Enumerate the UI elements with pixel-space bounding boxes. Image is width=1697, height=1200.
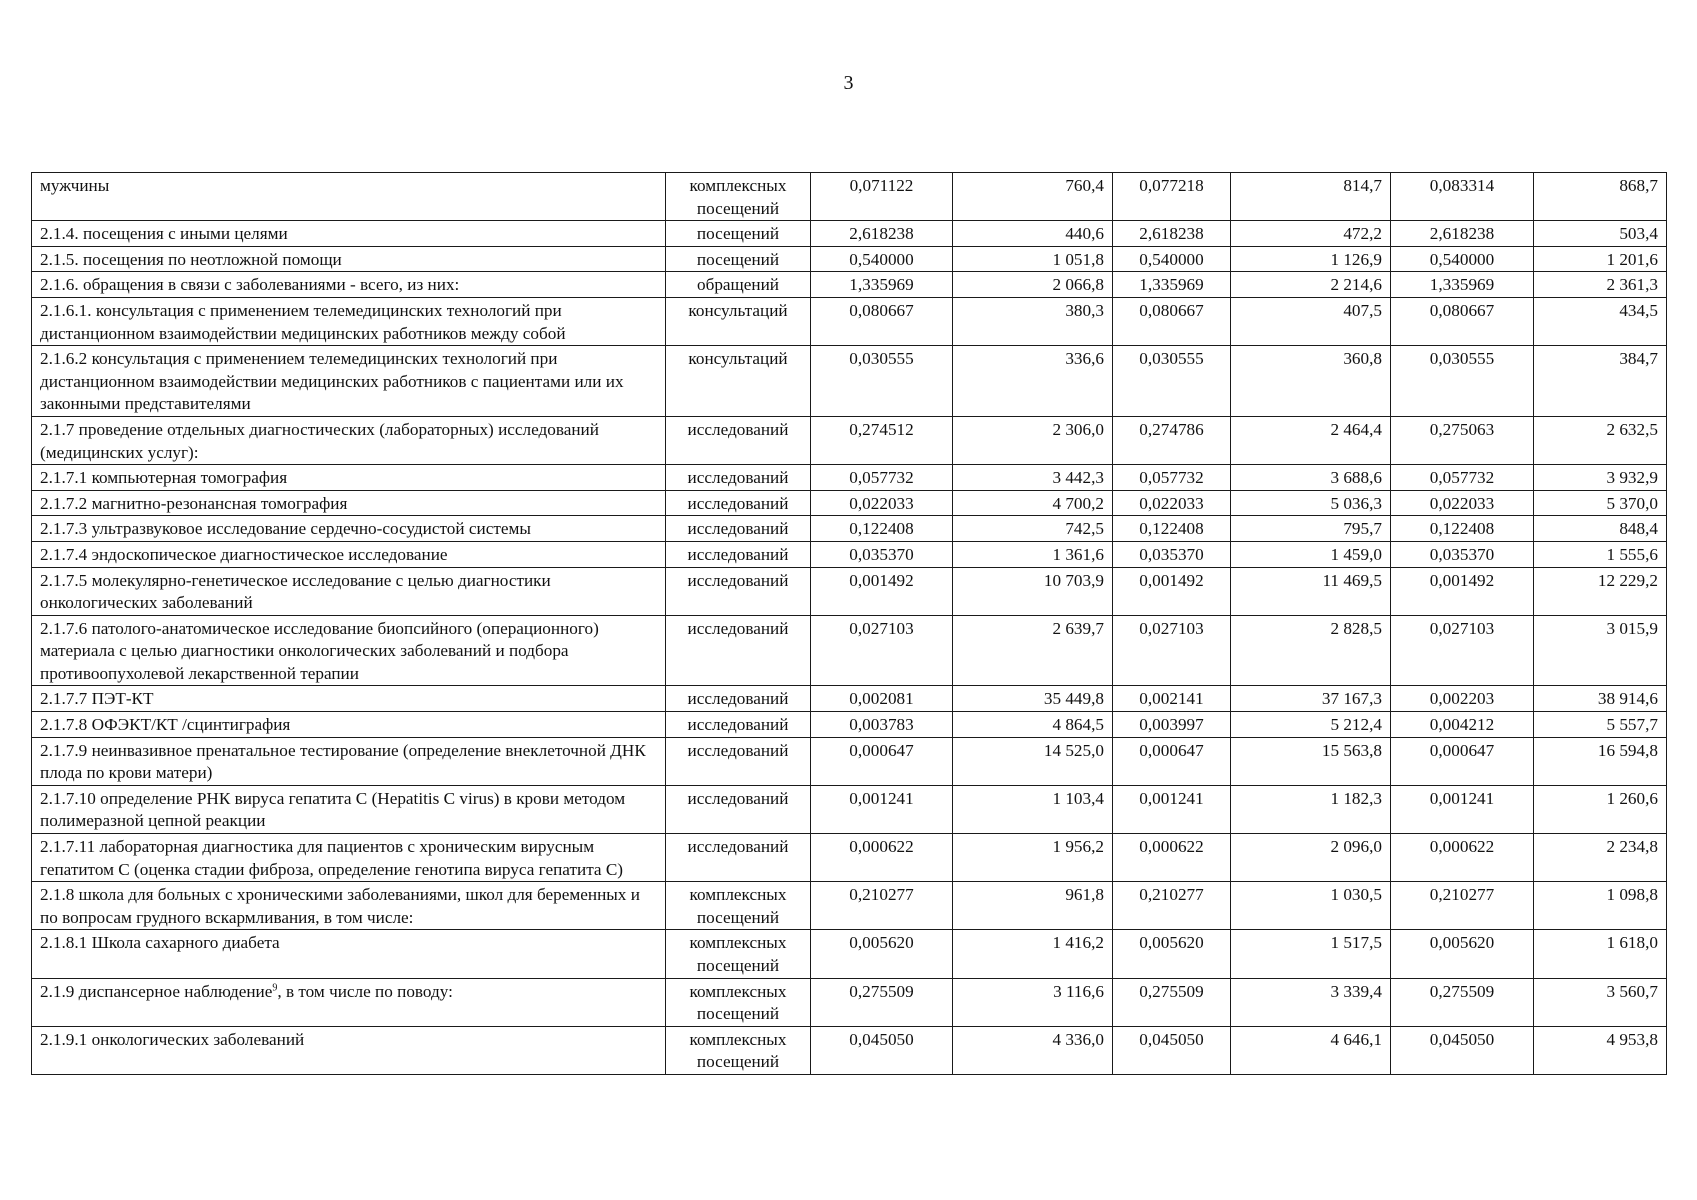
- volume-norm-year2: 0,005620: [1113, 930, 1231, 978]
- volume-norm-year1: 0,001241: [811, 785, 953, 833]
- volume-norm-year3: 0,210277: [1391, 882, 1534, 930]
- cost-norm-year3: 4 953,8: [1534, 1026, 1667, 1074]
- cost-norm-year3: 3 932,9: [1534, 465, 1667, 491]
- cost-norm-year1: 1 103,4: [953, 785, 1113, 833]
- indicator-name: 2.1.4. посещения с иными целями: [40, 224, 288, 244]
- indicator-name-cell: [32, 737, 666, 785]
- volume-norm-year3: 0,122408: [1391, 516, 1534, 542]
- table-body: [32, 173, 1667, 1075]
- indicator-name-cell: [32, 686, 666, 712]
- cost-norm-year1: 1 361,6: [953, 541, 1113, 567]
- unit-cell: обращений: [666, 272, 811, 298]
- cost-norm-year1: 742,5: [953, 516, 1113, 542]
- indicator-name: 2.1.7.5 молекулярно-генетическое исследование с целью диагностики онкологических заболеваний: [40, 570, 551, 613]
- indicator-name-cell: [32, 173, 666, 221]
- unit-cell: исследований: [666, 737, 811, 785]
- table-row: [32, 541, 1667, 567]
- unit-cell: исследований: [666, 834, 811, 882]
- cost-norm-year3: 1 618,0: [1534, 930, 1667, 978]
- volume-norm-year3: 0,540000: [1391, 246, 1534, 272]
- volume-norm-year2: 0,122408: [1113, 516, 1231, 542]
- volume-norm-year2: 0,274786: [1113, 416, 1231, 464]
- cost-norm-year1: 336,6: [953, 346, 1113, 417]
- indicator-name: 2.1.7.11 лабораторная диагностика для пациентов с хроническим вирусным гепатитом С (оценка стадии фиброза, определение генотипа вируса гепатита С): [40, 837, 624, 879]
- volume-norm-year3: 0,035370: [1391, 541, 1534, 567]
- cost-norm-year3: 1 098,8: [1534, 882, 1667, 930]
- cost-norm-year2: 795,7: [1231, 516, 1391, 542]
- unit-cell: исследований: [666, 615, 811, 686]
- volume-norm-year1: 0,000647: [811, 737, 953, 785]
- indicator-name-cell: [32, 490, 666, 516]
- unit-cell: посещений: [666, 246, 811, 272]
- cost-norm-year1: 2 306,0: [953, 416, 1113, 464]
- unit-cell: исследований: [666, 567, 811, 615]
- indicator-name-cell: [32, 465, 666, 491]
- volume-norm-year2: 2,618238: [1113, 221, 1231, 247]
- cost-norm-year2: 1 126,9: [1231, 246, 1391, 272]
- unit-cell: исследований: [666, 416, 811, 464]
- volume-norm-year1: 0,002081: [811, 686, 953, 712]
- cost-norm-year2: 5 212,4: [1231, 712, 1391, 738]
- cost-norm-year2: 5 036,3: [1231, 490, 1391, 516]
- cost-norm-year3: 848,4: [1534, 516, 1667, 542]
- table-row: [32, 567, 1667, 615]
- cost-norm-year2: 1 182,3: [1231, 785, 1391, 833]
- volume-norm-year1: 0,035370: [811, 541, 953, 567]
- indicator-name-cell: [32, 978, 666, 1026]
- volume-norm-year2: 0,001492: [1113, 567, 1231, 615]
- cost-norm-year1: 4 864,5: [953, 712, 1113, 738]
- indicator-name-cell: [32, 882, 666, 930]
- table-row: [32, 882, 1667, 930]
- volume-norm-year1: 0,022033: [811, 490, 953, 516]
- volume-norm-year3: 0,275063: [1391, 416, 1534, 464]
- volume-norm-year1: 0,080667: [811, 297, 953, 345]
- indicator-name-cell: [32, 615, 666, 686]
- volume-norm-year2: 0,035370: [1113, 541, 1231, 567]
- volume-norm-year3: 0,002203: [1391, 686, 1534, 712]
- volume-norm-year2: 0,022033: [1113, 490, 1231, 516]
- indicator-name: 2.1.7.1 компьютерная томография: [40, 468, 288, 488]
- cost-norm-year3: 434,5: [1534, 297, 1667, 345]
- indicator-name-cell: [32, 834, 666, 882]
- volume-norm-year2: 0,045050: [1113, 1026, 1231, 1074]
- indicator-name: 2.1.8 школа для больных с хроническими заболеваниями, школ для беременных и по вопросам грудного вскармливания, в том числе:: [40, 885, 640, 927]
- indicator-name-tail: , в том числе по поводу:: [277, 981, 453, 1001]
- volume-norm-year1: 0,071122: [811, 173, 953, 221]
- indicator-name-cell: [32, 221, 666, 247]
- volume-norm-year1: 0,045050: [811, 1026, 953, 1074]
- unit-cell: комплексных посещений: [666, 173, 811, 221]
- indicator-name: 2.1.6.1. консультация с применением телемедицинских технологий при дистанционном взаимодействии медицинских работников между собой: [40, 300, 566, 343]
- indicator-name-cell: [32, 1026, 666, 1074]
- unit-cell: исследований: [666, 785, 811, 833]
- volume-norm-year1: 0,057732: [811, 465, 953, 491]
- volume-norm-year3: 0,004212: [1391, 712, 1534, 738]
- volume-norm-year3: 0,030555: [1391, 346, 1534, 417]
- unit-cell: комплексных посещений: [666, 978, 811, 1026]
- cost-norm-year2: 1 517,5: [1231, 930, 1391, 978]
- cost-norm-year3: 1 201,6: [1534, 246, 1667, 272]
- table-row: [32, 930, 1667, 978]
- cost-norm-year3: 12 229,2: [1534, 567, 1667, 615]
- volume-norm-year3: 0,057732: [1391, 465, 1534, 491]
- cost-norm-year1: 10 703,9: [953, 567, 1113, 615]
- table-row: [32, 246, 1667, 272]
- table-row: [32, 615, 1667, 686]
- table-row: [32, 978, 1667, 1026]
- unit-cell: консультаций: [666, 346, 811, 417]
- table-row: [32, 297, 1667, 345]
- indicator-name-cell: [32, 712, 666, 738]
- volume-norm-year3: 1,335969: [1391, 272, 1534, 298]
- cost-norm-year2: 472,2: [1231, 221, 1391, 247]
- table-row: [32, 272, 1667, 298]
- cost-norm-year3: 1 555,6: [1534, 541, 1667, 567]
- indicator-name: 2.1.6.2 консультация с применением телемедицинских технологий при дистанционном взаимодействии медицинских работников с пациентами или их законными представителями: [40, 349, 624, 414]
- volume-norm-year2: 0,001241: [1113, 785, 1231, 833]
- volume-norm-year2: 1,335969: [1113, 272, 1231, 298]
- indicator-name: 2.1.8.1 Школа сахарного диабета: [40, 933, 280, 953]
- volume-norm-year3: 0,022033: [1391, 490, 1534, 516]
- cost-norm-year2: 3 339,4: [1231, 978, 1391, 1026]
- footnote-marker: 9: [272, 981, 278, 993]
- cost-norm-year1: 440,6: [953, 221, 1113, 247]
- unit-cell: исследований: [666, 686, 811, 712]
- volume-norm-year2: 0,003997: [1113, 712, 1231, 738]
- cost-norm-year1: 2 639,7: [953, 615, 1113, 686]
- volume-norm-year1: 0,001492: [811, 567, 953, 615]
- cost-norm-year1: 35 449,8: [953, 686, 1113, 712]
- volume-norm-year3: 2,618238: [1391, 221, 1534, 247]
- table-row: [32, 465, 1667, 491]
- indicator-name: 2.1.7.6 патолого-анатомическое исследование биопсийного (операционного) материала с целью диагностики онкологических заболеваний и подбора противоопухолевой лекарственной терапии: [40, 618, 599, 683]
- cost-norm-year1: 4 700,2: [953, 490, 1113, 516]
- cost-norm-year3: 3 560,7: [1534, 978, 1667, 1026]
- indicator-name: 2.1.7.7 ПЭТ-КТ: [40, 689, 154, 709]
- indicator-name: 2.1.7.10 определение РНК вируса гепатита С (Hepatitis C virus) в крови методом полимеразной цепной реакции: [40, 788, 626, 831]
- indicator-name: 2.1.9 диспансерное наблюдение: [40, 981, 273, 1001]
- volume-norm-year1: 0,122408: [811, 516, 953, 542]
- unit-cell: исследований: [666, 541, 811, 567]
- cost-norm-year3: 5 557,7: [1534, 712, 1667, 738]
- page-number: 3: [843, 72, 854, 94]
- indicator-name-cell: [32, 246, 666, 272]
- volume-norm-year3: 0,045050: [1391, 1026, 1534, 1074]
- volume-norm-year1: 1,335969: [811, 272, 953, 298]
- cost-norm-year2: 814,7: [1231, 173, 1391, 221]
- table-row: [32, 1026, 1667, 1074]
- volume-norm-year2: 0,002141: [1113, 686, 1231, 712]
- table-row: [32, 346, 1667, 417]
- table-row: [32, 737, 1667, 785]
- indicator-name-cell: [32, 297, 666, 345]
- cost-norm-year2: 1 459,0: [1231, 541, 1391, 567]
- cost-norm-year1: 2 066,8: [953, 272, 1113, 298]
- volume-norm-year2: 0,057732: [1113, 465, 1231, 491]
- unit-cell: консультаций: [666, 297, 811, 345]
- unit-cell: исследований: [666, 516, 811, 542]
- table-row: [32, 712, 1667, 738]
- volume-norm-year2: 0,000622: [1113, 834, 1231, 882]
- table-row: [32, 173, 1667, 221]
- cost-norm-year1: 961,8: [953, 882, 1113, 930]
- volume-norm-year1: 0,275509: [811, 978, 953, 1026]
- volume-norm-year1: 0,005620: [811, 930, 953, 978]
- cost-norm-year2: 11 469,5: [1231, 567, 1391, 615]
- volume-norm-year2: 0,077218: [1113, 173, 1231, 221]
- cost-norm-year2: 1 030,5: [1231, 882, 1391, 930]
- cost-norm-year2: 2 096,0: [1231, 834, 1391, 882]
- volume-norm-year3: 0,275509: [1391, 978, 1534, 1026]
- indicator-name-cell: [32, 930, 666, 978]
- volume-norm-year3: 0,027103: [1391, 615, 1534, 686]
- indicator-name: 2.1.7.4 эндоскопическое диагностическое исследование: [40, 544, 448, 564]
- unit-cell: комплексных посещений: [666, 882, 811, 930]
- cost-norm-year3: 503,4: [1534, 221, 1667, 247]
- indicator-name-cell: [32, 785, 666, 833]
- cost-norm-year3: 2 632,5: [1534, 416, 1667, 464]
- cost-norm-year2: 4 646,1: [1231, 1026, 1391, 1074]
- volume-norm-year3: 0,083314: [1391, 173, 1534, 221]
- indicator-name: 2.1.9.1 онкологических заболеваний: [40, 1029, 305, 1049]
- indicator-name: 2.1.7 проведение отдельных диагностических (лабораторных) исследований (медицинских услуг):: [40, 419, 599, 462]
- cost-norm-year1: 1 416,2: [953, 930, 1113, 978]
- volume-norm-year2: 0,080667: [1113, 297, 1231, 345]
- volume-norm-year1: 2,618238: [811, 221, 953, 247]
- unit-cell: комплексных посещений: [666, 1026, 811, 1074]
- indicator-name: 2.1.7.3 ультразвуковое исследование сердечно-сосудистой системы: [40, 519, 531, 539]
- unit-cell: посещений: [666, 221, 811, 247]
- unit-cell: исследований: [666, 490, 811, 516]
- cost-norm-year3: 384,7: [1534, 346, 1667, 417]
- cost-norm-year1: 380,3: [953, 297, 1113, 345]
- table-row: [32, 490, 1667, 516]
- indicator-name-cell: [32, 541, 666, 567]
- cost-norm-year3: 16 594,8: [1534, 737, 1667, 785]
- volume-norm-year1: 0,274512: [811, 416, 953, 464]
- volume-norm-year3: 0,005620: [1391, 930, 1534, 978]
- cost-norm-year1: 14 525,0: [953, 737, 1113, 785]
- cost-norm-year1: 1 956,2: [953, 834, 1113, 882]
- indicator-name: 2.1.7.8 ОФЭКТ/КТ /сцинтиграфия: [40, 715, 291, 735]
- indicator-name: 2.1.5. посещения по неотложной помощи: [40, 249, 342, 269]
- volume-norm-year2: 0,030555: [1113, 346, 1231, 417]
- table-row: [32, 834, 1667, 882]
- cost-norm-year1: 3 442,3: [953, 465, 1113, 491]
- indicator-name-cell: [32, 567, 666, 615]
- unit-cell: исследований: [666, 712, 811, 738]
- indicator-name: 2.1.6. обращения в связи с заболеваниями - всего, из них:: [40, 275, 460, 295]
- table-row: [32, 516, 1667, 542]
- indicator-name-cell: [32, 516, 666, 542]
- cost-norm-year1: 4 336,0: [953, 1026, 1113, 1074]
- volume-norm-year1: 0,000622: [811, 834, 953, 882]
- volume-norm-year2: 0,275509: [1113, 978, 1231, 1026]
- table-row: [32, 416, 1667, 464]
- financial-norms-table: [31, 172, 1667, 1075]
- table-row: [32, 221, 1667, 247]
- cost-norm-year3: 1 260,6: [1534, 785, 1667, 833]
- cost-norm-year2: 407,5: [1231, 297, 1391, 345]
- table-row: [32, 785, 1667, 833]
- cost-norm-year2: 15 563,8: [1231, 737, 1391, 785]
- cost-norm-year3: 3 015,9: [1534, 615, 1667, 686]
- cost-norm-year2: 37 167,3: [1231, 686, 1391, 712]
- cost-norm-year3: 38 914,6: [1534, 686, 1667, 712]
- volume-norm-year1: 0,210277: [811, 882, 953, 930]
- cost-norm-year3: 2 234,8: [1534, 834, 1667, 882]
- cost-norm-year3: 5 370,0: [1534, 490, 1667, 516]
- volume-norm-year3: 0,080667: [1391, 297, 1534, 345]
- cost-norm-year1: 760,4: [953, 173, 1113, 221]
- volume-norm-year3: 0,000647: [1391, 737, 1534, 785]
- cost-norm-year2: 2 214,6: [1231, 272, 1391, 298]
- cost-norm-year2: 2 828,5: [1231, 615, 1391, 686]
- cost-norm-year3: 2 361,3: [1534, 272, 1667, 298]
- volume-norm-year3: 0,000622: [1391, 834, 1534, 882]
- indicator-name: 2.1.7.9 неинвазивное пренатальное тестирование (определение внеклеточной ДНК плода по крови матери): [40, 740, 646, 783]
- table-row: [32, 686, 1667, 712]
- volume-norm-year1: 0,540000: [811, 246, 953, 272]
- volume-norm-year1: 0,027103: [811, 615, 953, 686]
- cost-norm-year2: 3 688,6: [1231, 465, 1391, 491]
- indicator-name: мужчины: [40, 176, 110, 195]
- cost-norm-year2: 2 464,4: [1231, 416, 1391, 464]
- indicator-name: 2.1.7.2 магнитно-резонансная томография: [40, 493, 348, 513]
- volume-norm-year3: 0,001241: [1391, 785, 1534, 833]
- indicator-name-cell: [32, 272, 666, 298]
- indicator-name-cell: [32, 416, 666, 464]
- volume-norm-year1: 0,003783: [811, 712, 953, 738]
- cost-norm-year1: 3 116,6: [953, 978, 1113, 1026]
- volume-norm-year2: 0,540000: [1113, 246, 1231, 272]
- volume-norm-year2: 0,027103: [1113, 615, 1231, 686]
- volume-norm-year2: 0,210277: [1113, 882, 1231, 930]
- unit-cell: исследований: [666, 465, 811, 491]
- volume-norm-year3: 0,001492: [1391, 567, 1534, 615]
- unit-cell: комплексных посещений: [666, 930, 811, 978]
- indicator-name-cell: [32, 346, 666, 417]
- cost-norm-year2: 360,8: [1231, 346, 1391, 417]
- cost-norm-year3: 868,7: [1534, 173, 1667, 221]
- cost-norm-year1: 1 051,8: [953, 246, 1113, 272]
- volume-norm-year2: 0,000647: [1113, 737, 1231, 785]
- volume-norm-year1: 0,030555: [811, 346, 953, 417]
